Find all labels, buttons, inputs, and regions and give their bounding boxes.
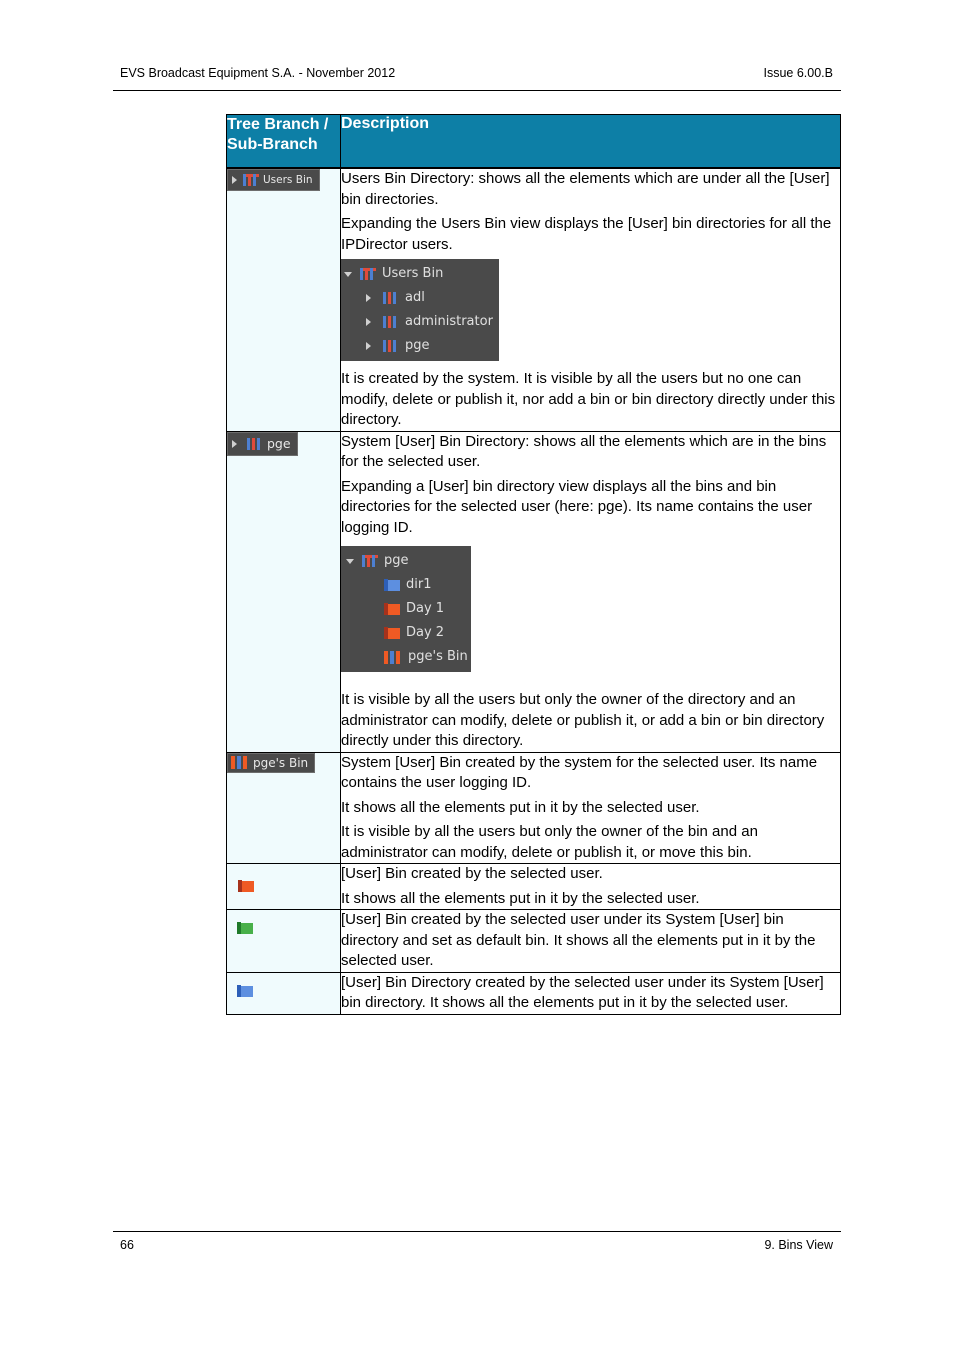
table-row (227, 752, 841, 864)
tree-branch-cell (227, 168, 341, 431)
collapse-arrow-icon (344, 272, 352, 277)
tree-branch-cell (227, 972, 341, 1014)
user-bin-directory-icon (383, 340, 399, 352)
tree-root-row (341, 549, 471, 573)
chip-label: Users Bin (263, 174, 313, 186)
description-cell (341, 168, 841, 431)
table-row (227, 910, 841, 973)
description-paragraph: Expanding a [User] bin directory view displays all the bins and bin directories for the selected user (here: pge). Its name contains the user logging ID. (341, 477, 813, 536)
description-paragraph: [User] Bin created by the selected user under its System [User] bin directory and set as default bin. It shows all the elements put in it by the selected user. (341, 911, 816, 969)
description-cell (341, 972, 841, 1014)
collapse-arrow-icon (346, 559, 354, 564)
expand-arrow-icon (366, 342, 371, 350)
users-bin-icon (360, 268, 376, 280)
bin-directory-icon (237, 985, 253, 997)
tree-branch-cell (227, 431, 341, 752)
tree-child-label: pge (405, 337, 430, 353)
users-bin-icon (243, 174, 259, 186)
expand-arrow-icon (366, 318, 371, 326)
tree-child-row (341, 286, 499, 310)
footer-rule (113, 1231, 841, 1232)
description-cell (341, 910, 841, 973)
tree-child-row (341, 645, 471, 669)
header-right: Issue 6.00.B (763, 66, 833, 80)
tree-child-label: pge's Bin (408, 648, 468, 664)
page-number: 66 (120, 1238, 134, 1252)
description-cell (341, 864, 841, 910)
tree-child-row (341, 573, 471, 597)
description-cell (341, 752, 841, 864)
description-cell (341, 431, 841, 752)
bin-icon (384, 603, 400, 615)
expand-arrow-icon (366, 294, 371, 302)
table-row (227, 972, 841, 1014)
description-paragraph: It is visible by all the users but only the owner of the bin and an administrator can modify, delete or publish it, or move this bin. (341, 823, 758, 861)
header-rule (113, 90, 841, 91)
expand-arrow-icon (232, 440, 237, 448)
user-bin-directory-icon (383, 292, 399, 304)
description-paragraph: It is created by the system. It is visible by all the users but no one can modify, delete or publish it, nor add a bin or bin directory directly under this directory. (341, 370, 836, 428)
col-header-tree-branch: Tree Branch / Sub-Branch (227, 115, 341, 169)
description-paragraph: [User] Bin created by the selected user. (341, 865, 603, 882)
table-row (227, 431, 841, 752)
bin-icon (384, 627, 400, 639)
tree-child-label: dir1 (406, 576, 432, 592)
table-row (227, 168, 841, 431)
table-header-row (227, 115, 841, 169)
description-paragraph: Users Bin Directory: shows all the elements which are under all the [User] bin directories. (341, 170, 830, 208)
col-header-description: Description (341, 115, 841, 169)
pge-chip (227, 432, 298, 456)
tree-child-label: adl (405, 289, 425, 305)
system-bin-icon (384, 651, 402, 664)
users-bin-chip (227, 169, 320, 191)
tree-branch-table (226, 114, 841, 1015)
tree-root-label: Users Bin (382, 265, 444, 281)
description-paragraph: It is visible by all the users but only the owner of the directory and an administrator can modify, delete or publish it, or add a bin or bin directory directly under this directory. (341, 691, 825, 749)
tree-root-label: pge (384, 552, 409, 568)
tree-branch-cell (227, 864, 341, 910)
pge-tree-screenshot (341, 546, 471, 672)
tree-branch-cell (227, 910, 341, 973)
chip-label: pge (267, 436, 291, 451)
users-bin-tree-screenshot (341, 259, 499, 361)
users-bin-icon (362, 555, 378, 567)
description-paragraph: System [User] Bin Directory: shows all the elements which are in the bins for the selected user. (341, 432, 827, 470)
tree-child-row (341, 621, 471, 645)
tree-child-label: Day 2 (406, 624, 445, 640)
tree-child-label: administrator (405, 313, 493, 329)
default-bin-icon (237, 922, 253, 934)
description-paragraph: Expanding the Users Bin view displays the [User] bin directories for all the IPDirector users. (341, 215, 832, 253)
chip-label: pge's Bin (253, 755, 309, 770)
expand-arrow-icon (232, 176, 237, 184)
pges-bin-chip (227, 753, 315, 773)
chapter-title: 9. Bins View (764, 1238, 833, 1252)
tree-root-row (341, 262, 499, 286)
system-bin-icon (231, 756, 249, 769)
description-paragraph: System [User] Bin created by the system for the selected user. Its name contains the user logging ID. (341, 753, 818, 791)
table-row (227, 864, 841, 910)
tree-child-row (341, 334, 499, 358)
user-bin-directory-icon (383, 316, 399, 328)
tree-child-row (341, 597, 471, 621)
user-bin-directory-icon (247, 438, 263, 450)
header-left: EVS Broadcast Equipment S.A. - November 2012 (120, 66, 396, 80)
description-paragraph: It shows all the elements put in it by the selected user. (341, 798, 700, 816)
description-paragraph: It shows all the elements put in it by the selected user. (341, 889, 700, 907)
tree-child-row (341, 310, 499, 334)
bin-directory-icon (384, 579, 400, 591)
tree-child-label: Day 1 (406, 600, 445, 616)
tree-branch-cell (227, 752, 341, 864)
description-paragraph: [User] Bin Directory created by the selected user under its System [User] bin directory. It shows all the elements put in it by the selected user. (341, 973, 824, 1011)
bin-icon (238, 880, 254, 892)
